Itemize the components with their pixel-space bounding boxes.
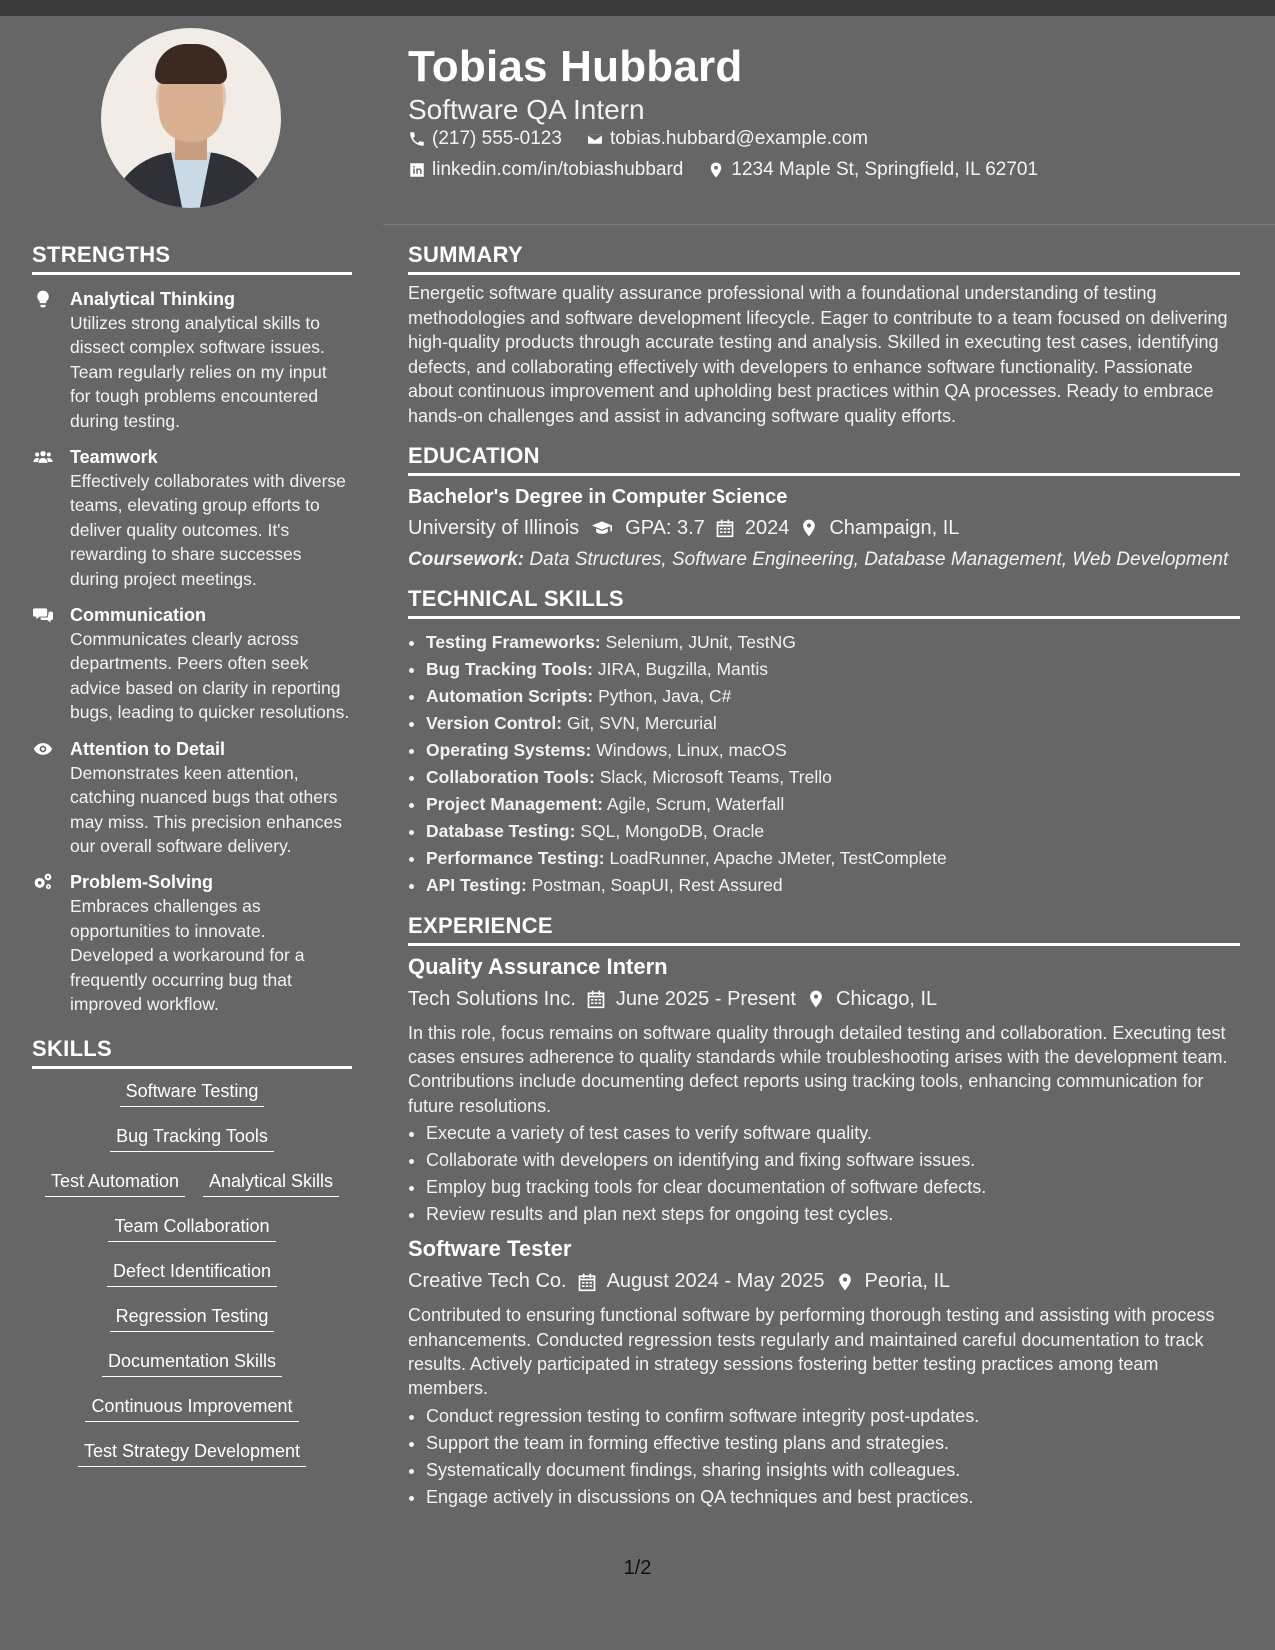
users-icon [32,447,54,467]
calendar-icon [577,1272,597,1292]
map-pin-icon [799,518,819,538]
company-name: Creative Tech Co. [408,1270,567,1293]
tech-label: Automation Scripts: [426,685,594,706]
list-item: • Review results and plan next steps for ongoing test cycles. [426,1201,1240,1228]
skill-tag: Bug Tracking Tools [110,1126,274,1152]
tech-value: LoadRunner, Apache JMeter, TestComplete [609,847,947,868]
job-bullets [408,1403,1240,1511]
window-top-bar [0,0,1275,16]
strength-description: Effectively collaborates with diverse teams, elevating group efforts to deliver quality outcomes. It's rewarding to share successes during project meetings. [70,471,346,589]
summary-text: Energetic software quality assurance professional with a foundational understanding of testing methodologies and software development lifecycle. Eager to contribute to a team focused on delivering high-quality products through accurate testing and analysis. Skilled in executing test cases, identifying defects, and collaborating effectively with developers to enhance software functionality. Passionate about continuous improvement and upholding best practices within QA processes. Ready to embrace hands-on challenges and assist in advancing software quality efforts. [408,283,1228,426]
map-pin-icon [707,161,725,179]
tech-value: Selenium, JUnit, TestNG [605,631,796,652]
list-item [426,818,1240,845]
strength-item [32,287,352,433]
job-meta [408,988,1240,1011]
strength-title: Communication [70,605,207,626]
tech-value: SQL, MongoDB, Oracle [580,820,765,841]
strength-description: Utilizes strong analytical skills to dissect complex software issues. Team regularly relies on my input for tough problems encountered during testing. [70,313,327,431]
graduation-cap-icon [589,518,615,538]
main-column [408,242,1240,1511]
list-item: • Execute a variety of test cases to verify software quality. [426,1120,1240,1147]
skill-tag: Documentation Skills [102,1351,282,1377]
list-item [426,629,1240,656]
address-text: 1234 Maple St, Springfield, IL 62701 [731,159,1039,180]
list-item [426,710,1240,737]
strength-item [32,737,352,859]
list-item: • Systematically document findings, sharing insights with colleagues. [426,1457,1240,1484]
job-entry [408,1236,1240,1511]
technical-skills-list [408,629,1240,899]
tech-label: Version Control: [426,712,563,733]
list-item: • Employ bug tracking tools for clear documentation of software defects. [426,1174,1240,1201]
tech-label: Performance Testing: [426,847,605,868]
skill-tag: Defect Identification [107,1261,277,1287]
tech-label: Bug Tracking Tools: [426,658,593,679]
job-title: Software Tester [408,1236,572,1262]
list-item: • Collaborate with developers on identifying and fixing software issues. [426,1147,1240,1174]
tech-label: API Testing: [426,874,527,895]
job-meta [408,1270,1240,1293]
list-item: • Conduct regression testing to confirm software integrity post-updates. [426,1403,1240,1430]
tech-label: Testing Frameworks: [426,631,601,652]
profile-photo [101,28,281,208]
sidebar [32,242,352,1486]
school-name: University of Illinois [408,516,580,539]
technical-skills-section [408,586,1240,899]
skill-tag: Test Automation [45,1171,185,1197]
header-divider [383,224,1275,225]
graduation-year: 2024 [744,516,790,539]
strengths-heading: STRENGTHS [32,242,352,275]
strength-item [32,445,352,591]
list-item [426,791,1240,818]
strength-title: Attention to Detail [70,738,225,759]
coursework-list: Data Structures, Software Engineering, Database Management, Web Development [529,548,1229,570]
skill-tag: Software Testing [120,1081,265,1107]
job-dates: June 2025 - Present [615,987,796,1010]
tech-value: Slack, Microsoft Teams, Trello [599,766,832,787]
skill-tag: Analytical Skills [203,1171,339,1197]
list-item: • Engage actively in discussions on QA techniques and best practices. [426,1484,1240,1511]
strength-item [32,603,352,725]
strength-title: Problem-Solving [70,872,214,893]
tech-value: Git, SVN, Mercurial [567,712,717,733]
education-meta [408,517,1240,540]
candidate-title: Software QA Intern [408,94,645,125]
coursework [408,548,1240,572]
list-item [426,845,1240,872]
linkedin-icon [408,161,426,179]
job-bullets [408,1120,1240,1228]
map-pin-icon [835,1272,855,1292]
phone-icon [408,130,426,148]
linkedin-link[interactable]: linkedin.com/in/tobiashubbard [432,159,684,180]
education-heading: EDUCATION [408,443,1240,476]
tech-label: Collaboration Tools: [426,766,595,787]
list-item [426,764,1240,791]
list-item [426,872,1240,899]
eye-icon [32,739,54,759]
coursework-label: Coursework: [408,548,525,570]
tech-label: Project Management: [426,793,603,814]
job-dates: August 2024 - May 2025 [606,1270,825,1293]
tech-value: Windows, Linux, macOS [596,739,787,760]
job-entry [408,954,1240,1229]
skill-tag: Test Strategy Development [78,1441,306,1467]
summary-heading: SUMMARY [408,242,1240,275]
skill-tag: Team Collaboration [108,1216,275,1242]
skill-tag: Continuous Improvement [85,1396,298,1422]
degree-title: Bachelor's Degree in Computer Science [408,485,788,508]
comments-icon [32,605,54,625]
list-item [426,683,1240,710]
strength-description: Embraces challenges as opportunities to innovate. Developed a workaround for a frequently occurring bug that improved workflow. [70,896,305,1014]
job-description: In this role, focus remains on software quality through detailed testing and collaboration. Executing test cases ensures adherence to quality standards while troubleshooting arises with the development team. Contributions include documenting defect reports using tracking tools, enhancing communication for future resolutions. [408,1022,1228,1116]
envelope-icon [586,130,604,148]
email-link[interactable]: tobias.hubbard@example.com [609,128,868,149]
map-pin-icon [806,989,826,1009]
skills-list [32,1081,352,1486]
experience-section [408,913,1240,1511]
list-item: • Support the team in forming effective testing plans and strategies. [426,1430,1240,1457]
gpa-text: GPA: 3.7 [625,516,705,539]
job-description: Contributed to ensuring functional software by performing thorough testing and assisting with process enhancements. Conducted regression tests regularly and maintained careful documentation to track results. Actively participated in strategy sessions fostering better testing practices among team members. [408,1305,1215,1399]
resume-page [0,16,1275,1650]
contact-row-2 [408,159,1038,181]
page-indicator: 1/2 [623,1557,652,1579]
technical-skills-heading: TECHNICAL SKILLS [408,586,1240,619]
tech-value: Agile, Scrum, Waterfall [606,793,785,814]
tech-value: Postman, SoapUI, Rest Assured [531,874,783,895]
skill-tag: Regression Testing [110,1306,275,1332]
tech-label: Operating Systems: [426,739,592,760]
tech-label: Database Testing: [426,820,576,841]
job-title: Quality Assurance Intern [408,953,668,979]
list-item [426,737,1240,764]
education-location: Champaign, IL [829,516,960,539]
calendar-icon [715,518,735,538]
experience-heading: EXPERIENCE [408,913,1240,946]
candidate-name: Tobias Hubbard [408,42,743,91]
strength-item [32,870,352,1016]
skills-heading: SKILLS [32,1036,352,1069]
gears-icon [32,872,54,892]
education-section [408,443,1240,572]
tech-value: JIRA, Bugzilla, Mantis [597,658,768,679]
calendar-icon [586,989,606,1009]
job-location: Peoria, IL [864,1270,951,1293]
job-location: Chicago, IL [836,987,938,1010]
tech-value: Python, Java, C# [598,685,732,706]
strength-title: Teamwork [70,447,158,468]
phone-text: (217) 555-0123 [432,128,562,149]
strength-description: Communicates clearly across departments. Peers often seek advice based on clarity in reporting bugs, leading to quicker resolutions. [70,629,350,723]
lightbulb-icon [32,289,54,309]
company-name: Tech Solutions Inc. [408,987,576,1010]
list-item [426,656,1240,683]
contact-row-1 [408,128,868,150]
strength-title: Analytical Thinking [70,289,236,309]
strength-description: Demonstrates keen attention, catching nuanced bugs that others may miss. This precision enhances our overall software delivery. [70,762,343,856]
